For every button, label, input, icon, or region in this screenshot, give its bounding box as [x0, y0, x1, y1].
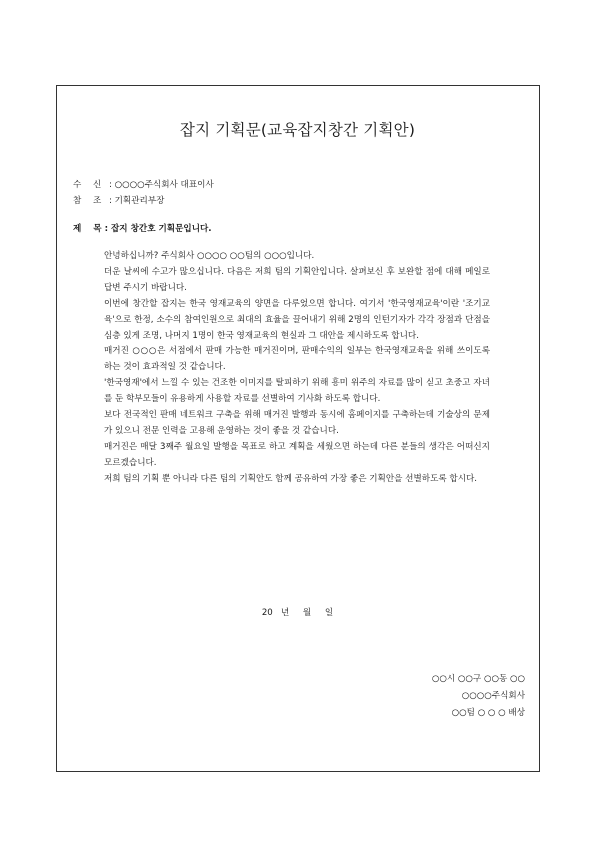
subject-line: 제 목 : 잡지 창간호 기획문입니다.: [73, 224, 212, 234]
paragraph: 더운 날씨에 수고가 많으십니다. 다음은 저희 팀의 기획안입니다. 살펴보신 후 보완할 점에 대해 메일로 답변 주시기 바랍니다.: [104, 266, 490, 293]
paragraph: 저희 팀의 기획 뿐 아니라 다른 팀의 기획안도 함께 공유하여 가장 좋은 기획안을 선별하도록 합시다.: [104, 473, 478, 484]
body-text: [104, 249, 490, 488]
paragraph: 안녕하십니까? 주식회사 ○○○○ ○○팀의 ○○○입니다.: [104, 251, 315, 261]
document-title: 잡지 기획문(교육잡지창간 기획안): [179, 121, 416, 139]
recipient-value: : ○○○○주식회사 대표이사: [109, 180, 214, 190]
recipient-row: [73, 178, 214, 190]
signature-company: ○○○○주식회사: [461, 691, 525, 701]
reference-row: [73, 194, 164, 206]
date-line: 20 년 월 일: [261, 608, 334, 618]
recipient-label-a: 수: [73, 180, 82, 190]
paragraph: 이번에 창간할 잡지는 한국 영재교육의 양면을 다루었으면 합니다. 여기서 '한국영재교육'이란 '조기교육'으로 한정, 소수의 참여인원으로 최대의 효율을 끌어내기 위해 2명의 인턴기자가 각각 장점과 단점을 심층 있게 조명, 나머지 1명이 한국 영재교육의 현실과 그 대안을 제시하도록 합니다.: [104, 298, 490, 341]
paragraph: 보다 전국적인 판매 네트워크 구축을 위해 매거진 발행과 동시에 홈페이지를 구축하는데 기술상의 문제가 있으니 전문 인력을 고용해 운영하는 것이 좋을 것 같습니다.: [104, 410, 490, 436]
paragraph: 매거진은 매달 3째주 월요일 발행을 목표로 하고 계획을 세웠으면 하는데 다른 분들의 생각은 어떠신지 모르겠습니다.: [104, 441, 490, 468]
reference-label-a: 참: [73, 196, 82, 206]
paragraph: 매거진 ○○○은 서점에서 판매 가능한 매거진이며, 판매수익의 일부는 한국영재교육을 위해 쓰이도록 하는 것이 효과적일 것 같습니다.: [104, 346, 490, 373]
recipient-label-b: 신: [93, 180, 102, 190]
signature-address: ○○시 ○○구 ○○동 ○○: [431, 674, 525, 684]
signature-sender: ○○팀 ○ ○ ○ 배상: [451, 708, 525, 718]
reference-value: : 기획관리부장: [109, 196, 165, 206]
reference-label-b: 조: [93, 196, 102, 206]
paragraph: '한국영재'에서 느낄 수 있는 건조한 이미지를 탈피하기 위해 흥미 위주의 자료를 많이 싣고 초중고 자녀를 둔 학부모들이 유용하게 사용할 자료를 선별하여 기사화 하도록 합니다.: [104, 378, 490, 405]
